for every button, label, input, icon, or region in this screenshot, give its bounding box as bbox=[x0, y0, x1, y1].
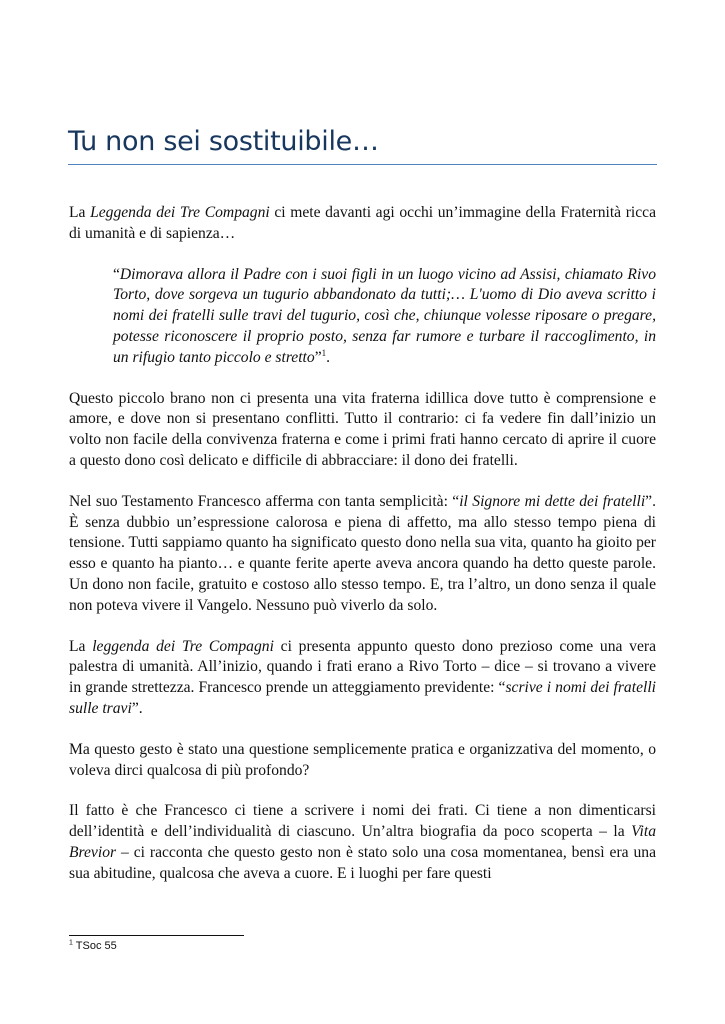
block-quote bbox=[113, 265, 656, 369]
document-body bbox=[69, 203, 656, 905]
text: ci mete davanti agi occhi un’immagine della Fraternità ricca di umanità e di sapienza… bbox=[69, 204, 656, 242]
book-title: Vita Brevior bbox=[69, 823, 656, 861]
text: Nel suo Testamento Francesco afferma con tanta semplicità: “ bbox=[69, 492, 460, 510]
open-quote-mark: “ bbox=[113, 265, 120, 283]
paragraph-intro bbox=[69, 203, 656, 245]
paragraph-4 bbox=[69, 637, 656, 720]
footnote-separator bbox=[69, 935, 244, 936]
paragraph-6 bbox=[69, 801, 656, 884]
book-title: Leggenda dei Tre Compagni bbox=[90, 204, 270, 221]
title-underline bbox=[68, 164, 657, 165]
quote-text: Dimorava allora il Padre con i suoi figli in un luogo vicino ad Assisi, chiamato Rivo Torto, dove sorgeva un tugurio abbandonato da tutti;… L'uomo di Dio aveva scritto i nomi dei fratelli sulle travi del tugurio, così che, chiunque volesse riposare o pregare, potesse riconoscere il proprio posto, senza far rumore e turbare il raccoglimento, in un rifugio tanto piccolo e stretto bbox=[113, 265, 656, 366]
quotation-italic: scrive i nomi dei fratelli sulle travi bbox=[69, 679, 656, 717]
text: – ci racconta che questo gesto non è stato solo una cosa momentanea, bensì era una sua abitudine, qualcosa che aveva a cuore. E i luoghi per fare questi bbox=[69, 843, 656, 882]
footnote bbox=[69, 940, 117, 952]
close-quote-mark: ” bbox=[314, 348, 322, 366]
text: ”. È senza dubbio un’espressione calorosa e piena di affetto, ma allo stesso tempo piena di tensione. Tutti sappiamo quanto ha significato questo dono nella sua vita, quanto ha gioito per esso e quanto ha pianto… e quante ferite aperte aveva ancora quando ha detto queste parole. Un dono non facile, gratuito e costoso allo stesso tempo. E, tra l’altro, un dono senza il quale non poteva vivere il Vangelo. Nessuno può viverlo da solo. bbox=[69, 492, 656, 614]
text: La bbox=[69, 204, 91, 221]
quotation-italic: il Signore mi dette dei fratelli bbox=[459, 492, 646, 510]
paragraph-2: Questo piccolo brano non ci presenta una vita fraterna idillica dove tutto è comprensione e amore, e dove non si presentano conflitti. Tutto il contrario: ci fa vedere fin dall’inizio un volto non facile della convivenza fraterna e come i primi frati hanno cercato di aprire il cuore a questo dono così delicato e difficile di abbracciare: il dono dei fratelli. bbox=[69, 389, 656, 469]
footnote-number: 1 bbox=[69, 939, 73, 947]
book-title: leggenda dei Tre Compagni bbox=[92, 637, 274, 655]
text: La bbox=[69, 637, 93, 655]
text: Il fatto è che Francesco ci tiene a scrivere i nomi dei frati. Ci tiene a non dimenticarsi dell’identità e dell’individualità di ciascuno. Un’altra biografia da poco scoperta – la bbox=[69, 802, 656, 841]
text: ”. bbox=[131, 699, 143, 717]
page-title: Tu non sei sostituibile… bbox=[68, 126, 379, 157]
paragraph-3 bbox=[69, 492, 656, 617]
text: ci presenta appunto questo dono prezioso come una vera palestra di umanità. All’inizio, quando i frati erano a Rivo Torto – dice – si trovano a vivere in grande strettezza. Francesco prende un atteggiamento previdente: “ bbox=[69, 637, 657, 697]
paragraph-5: Ma questo gesto è stato una questione semplicemente pratica e organizzativa del momento, o voleva dirci qualcosa di più profondo? bbox=[69, 740, 656, 779]
footnote-reference[interactable]: 1 bbox=[321, 347, 327, 358]
footnote-text: TSoc 55 bbox=[72, 940, 117, 952]
period: . bbox=[326, 348, 331, 366]
